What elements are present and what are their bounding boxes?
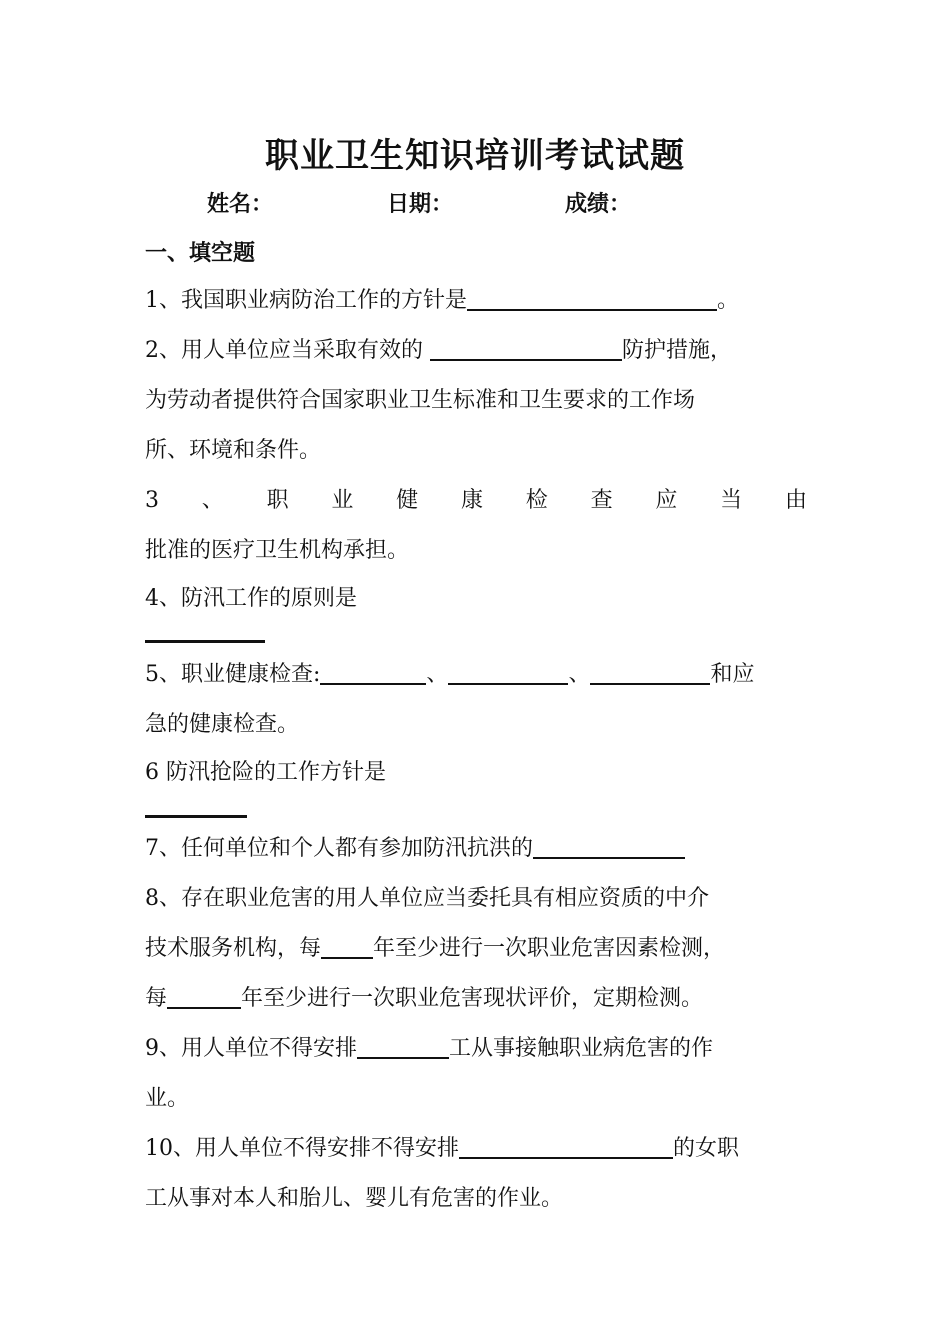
question-char: 查 <box>590 488 613 513</box>
question-text <box>145 934 725 964</box>
name-label: 姓名： <box>207 192 274 217</box>
answer-blank[interactable] <box>467 287 717 311</box>
question-char: 应 <box>655 488 678 513</box>
question-2 <box>145 336 732 366</box>
question-text: 10、用人单位不得安排不得安排 <box>145 1136 459 1161</box>
answer-blank[interactable] <box>533 835 685 859</box>
question-char: 当 <box>720 488 743 513</box>
question-text: 每 <box>145 986 168 1011</box>
question-text: 年至少进行一次职业危害现状评价，定期检测。 <box>241 986 704 1011</box>
question-text: 、 <box>568 662 591 687</box>
question-char: 职 <box>266 488 289 513</box>
question-3 <box>145 486 807 516</box>
answer-blank[interactable] <box>357 1035 449 1059</box>
question-text: 9、用人单位不得安排 <box>145 1036 357 1061</box>
question-text: 1、我国职业病防治工作的方针是 <box>145 288 467 313</box>
question-text: 年至少进行一次职业危害因素检测， <box>373 936 726 961</box>
answer-blank[interactable] <box>145 640 265 643</box>
question-char: 业 <box>331 488 354 513</box>
question-text: 7、任何单位和个人都有参加防汛抗洪的 <box>145 836 533 861</box>
question-5 <box>145 660 754 690</box>
page-title: 职业卫生知识培训考试试题 <box>265 136 685 176</box>
question-char: 康 <box>460 488 483 513</box>
answer-blank[interactable] <box>320 661 426 685</box>
question-text: 的女职 <box>673 1136 740 1161</box>
question-text: 急的健康检查。 <box>145 712 300 737</box>
section-heading: 一、填空题 <box>145 241 256 266</box>
question-text: 5、职业健康检查: <box>145 662 321 687</box>
answer-blank[interactable] <box>321 935 373 959</box>
question-text <box>145 984 703 1014</box>
question-char: 3 <box>145 488 159 513</box>
question-text: 。 <box>717 288 740 313</box>
question-9 <box>145 1034 713 1064</box>
question-1 <box>145 286 739 316</box>
answer-blank[interactable] <box>430 337 622 361</box>
question-char: 检 <box>525 488 548 513</box>
answer-blank[interactable] <box>448 661 568 685</box>
question-7 <box>145 834 685 864</box>
question-6: 6 防汛抢险的工作方针是 <box>145 760 386 785</box>
question-text: 为劳动者提供符合国家职业卫生标准和卫生要求的工作场 <box>145 388 696 413</box>
question-text: 技术服务机构，每 <box>145 936 322 961</box>
question-text: 防护措施， <box>622 338 733 363</box>
question-10 <box>145 1134 739 1164</box>
question-text: 所、环境和条件。 <box>145 438 322 463</box>
question-char: 由 <box>784 488 807 513</box>
question-text: 工从事对本人和胎儿、婴儿有危害的作业。 <box>145 1186 564 1211</box>
question-text: 工从事接触职业病危害的作 <box>449 1036 714 1061</box>
question-8: 8、存在职业危害的用人单位应当委托具有相应资质的中介 <box>145 886 709 911</box>
score-label: 成绩： <box>565 192 632 217</box>
answer-blank[interactable] <box>459 1135 673 1159</box>
question-text: 和应 <box>710 662 755 687</box>
question-text: 、 <box>426 662 449 687</box>
question-4: 4、防汛工作的原则是 <box>145 586 357 611</box>
answer-blank[interactable] <box>167 985 241 1009</box>
date-label: 日期： <box>387 192 454 217</box>
answer-blank[interactable] <box>590 661 710 685</box>
answer-blank[interactable] <box>145 815 247 818</box>
question-char: 健 <box>396 488 419 513</box>
question-text: 业。 <box>145 1086 190 1111</box>
question-text: 批准的医疗卫生机构承担。 <box>145 538 410 563</box>
question-char: 、 <box>201 488 224 513</box>
question-text: 2、用人单位应当采取有效的 <box>145 338 430 363</box>
